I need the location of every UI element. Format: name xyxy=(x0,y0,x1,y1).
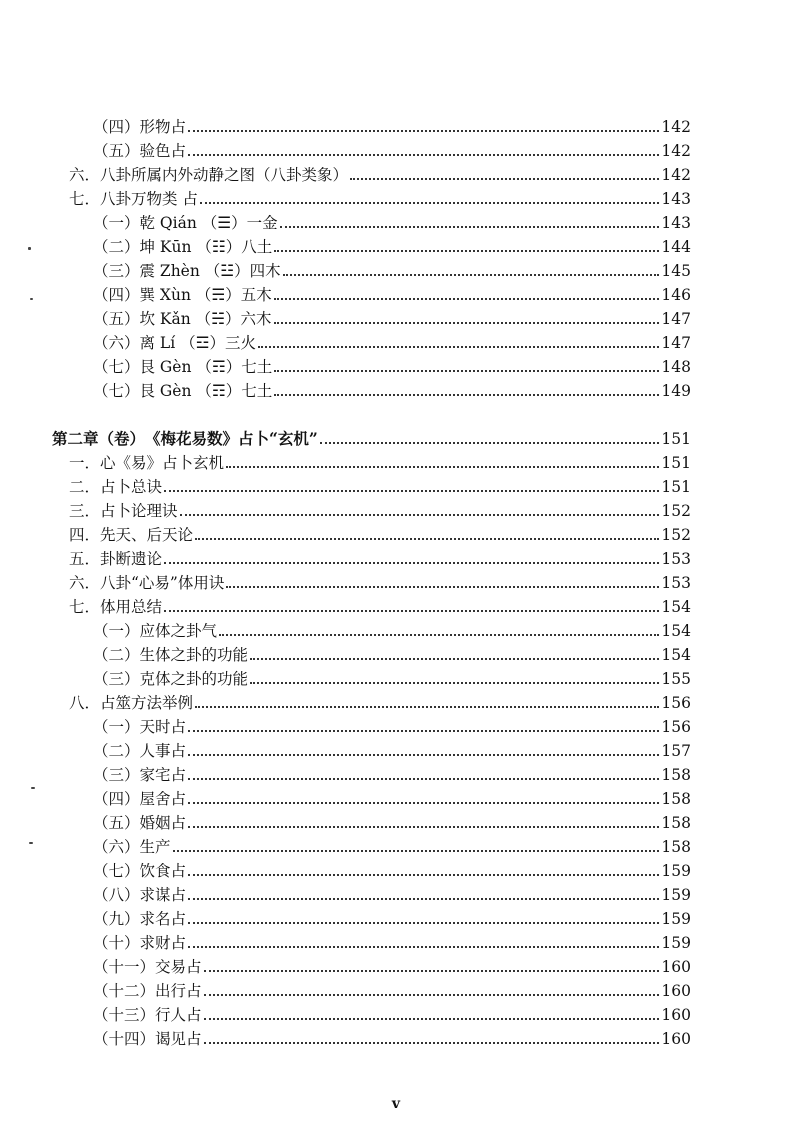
toc-entry-page: 151 xyxy=(661,478,691,496)
toc-entry xyxy=(93,979,691,1001)
toc-entry xyxy=(93,907,691,929)
toc-entry xyxy=(93,211,691,233)
toc-entry xyxy=(93,859,691,881)
toc-entry-title: （十）求财占 xyxy=(93,934,187,952)
toc-entry-title: （七）艮 Gèn （☶）七土 xyxy=(93,382,273,400)
toc-entry xyxy=(93,259,691,281)
toc-entry-title: （十四）谒见占 xyxy=(93,1030,202,1048)
toc-leader-dots xyxy=(164,610,659,612)
toc-entry xyxy=(93,643,691,665)
toc-entry-title: （三）家宅占 xyxy=(93,766,187,784)
toc-entry xyxy=(93,811,691,833)
toc-leader-dots xyxy=(250,658,659,660)
toc-leader-dots xyxy=(188,802,659,804)
toc-entry xyxy=(93,787,691,809)
toc-leader-dots xyxy=(188,826,659,828)
toc-leader-dots xyxy=(219,634,659,636)
toc-entry-page: 151 xyxy=(661,454,691,472)
toc-leader-dots xyxy=(188,130,659,132)
toc-entry-title: （八）求谋占 xyxy=(93,886,187,904)
toc-entry-title: 第二章（卷） 《梅花易数》占卜“玄机” xyxy=(52,429,318,448)
toc-entry xyxy=(69,499,691,521)
scan-speck xyxy=(28,247,31,250)
toc-entry-page: 148 xyxy=(661,358,691,376)
toc-entry xyxy=(69,691,691,713)
toc-entry-title: （二）坤 Kūn （☷）八土 xyxy=(93,238,273,256)
toc-leader-dots xyxy=(283,274,660,276)
toc-entry-title: （四）巽 Xùn （☴）五木 xyxy=(93,286,272,304)
toc-entry xyxy=(93,235,691,257)
toc-entry-page: 143 xyxy=(661,190,691,208)
toc-entry-title: （五）坎 Kǎn （☵）六木 xyxy=(93,310,272,328)
toc-entry-title: （十一）交易占 xyxy=(93,958,202,976)
toc-entry xyxy=(69,595,691,617)
toc-entry-page: 154 xyxy=(661,598,691,616)
toc-leader-dots xyxy=(226,466,659,468)
toc-leader-dots xyxy=(274,250,659,252)
toc-entry-page: 159 xyxy=(661,910,691,928)
toc-entry xyxy=(93,667,691,689)
toc-entry xyxy=(93,115,691,137)
page-number: v xyxy=(391,1096,401,1112)
toc-entry-page: 157 xyxy=(661,742,691,760)
toc-entry-title: （七）艮 Gèn （☶）七土 xyxy=(93,358,273,376)
toc-entry-page: 145 xyxy=(661,262,691,280)
toc-entry-title: （四）形物占 xyxy=(93,118,187,136)
toc-entry-page: 159 xyxy=(661,886,691,904)
toc-entry xyxy=(93,835,691,857)
toc-entry-page: 144 xyxy=(661,238,691,256)
toc-leader-dots xyxy=(250,682,659,684)
toc-entry-title: 六．八卦所属内外动静之图（八卦类象） xyxy=(69,166,349,184)
toc-leader-dots xyxy=(188,922,659,924)
toc-leader-dots xyxy=(320,442,660,444)
toc-entry-title: 七．体用总结 xyxy=(69,598,163,616)
toc-entry xyxy=(93,619,691,641)
toc-entry xyxy=(69,451,691,473)
toc-leader-dots xyxy=(180,514,660,516)
toc-leader-dots xyxy=(274,298,660,300)
toc-entry-page: 158 xyxy=(661,766,691,784)
toc-entry-page: 152 xyxy=(661,526,691,544)
toc-entry-page: 153 xyxy=(661,550,691,568)
toc-entry-title: 六．八卦“心易”体用诀 xyxy=(69,574,225,592)
toc-entry-title: 四．先天、后天论 xyxy=(69,526,194,544)
toc-entry xyxy=(93,715,691,737)
toc-entry xyxy=(93,739,691,761)
toc-entry-title: （二）人事占 xyxy=(93,742,187,760)
toc-entry xyxy=(93,763,691,785)
toc-leader-dots xyxy=(274,370,659,372)
toc-entry xyxy=(69,523,691,545)
toc-leader-dots xyxy=(204,994,660,996)
toc-entry-page: 159 xyxy=(661,862,691,880)
toc-leader-dots xyxy=(274,394,659,396)
toc-leader-dots xyxy=(258,346,659,348)
toc-entry-title: 五．卦断遗论 xyxy=(69,550,163,568)
toc-leader-dots xyxy=(226,586,659,588)
toc-entry xyxy=(93,355,691,377)
toc-entry-page: 156 xyxy=(661,718,691,736)
toc-leader-dots xyxy=(173,850,660,852)
toc-entry-page: 143 xyxy=(661,214,691,232)
toc-entry xyxy=(93,307,691,329)
toc-entry-page: 142 xyxy=(661,118,691,136)
toc-entry xyxy=(69,475,691,497)
toc-leader-dots xyxy=(280,226,660,228)
toc-leader-dots xyxy=(204,1018,660,1020)
toc-entry-page: 146 xyxy=(661,286,691,304)
toc-entry xyxy=(93,283,691,305)
toc-entry-page: 158 xyxy=(661,790,691,808)
toc-entry-title: （七）饮食占 xyxy=(93,862,187,880)
toc-leader-dots xyxy=(188,778,659,780)
toc-entry-page: 156 xyxy=(661,694,691,712)
toc-entry-page: 160 xyxy=(661,958,691,976)
toc-leader-dots xyxy=(204,970,660,972)
toc-entry-title: （九）求名占 xyxy=(93,910,187,928)
toc-entry-title: （四）屋舍占 xyxy=(93,790,187,808)
toc-entry-title: 三．占卜论理诀 xyxy=(69,502,178,520)
toc-entry-page: 159 xyxy=(661,934,691,952)
toc-leader-dots xyxy=(188,898,659,900)
toc-entry xyxy=(93,931,691,953)
toc-entry-page: 147 xyxy=(661,310,691,328)
scan-speck xyxy=(30,298,33,300)
toc-entry-title: 二．占卜总诀 xyxy=(69,478,163,496)
toc-entry-page: 142 xyxy=(661,142,691,160)
toc-entry-page: 160 xyxy=(661,982,691,1000)
toc-entry xyxy=(93,883,691,905)
toc-entry-title: （二）生体之卦的功能 xyxy=(93,646,249,664)
toc-entry-title: （五）婚姻占 xyxy=(93,814,187,832)
toc-entry xyxy=(93,139,691,161)
toc-entry-page: 151 xyxy=(661,430,691,448)
toc-entry-title: （六）离 Lí （☲）三火 xyxy=(93,334,257,352)
toc-entry-page: 154 xyxy=(661,622,691,640)
toc-entry xyxy=(69,163,691,185)
toc-entry xyxy=(69,187,691,209)
toc-entry-title: （十三）行人占 xyxy=(93,1006,202,1024)
toc-leader-dots xyxy=(188,754,659,756)
toc-entry-page: 142 xyxy=(661,166,691,184)
toc-leader-dots xyxy=(200,202,659,204)
toc-leader-dots xyxy=(188,154,659,156)
toc-entry-title: 八．占筮方法举例 xyxy=(69,694,194,712)
toc-entry xyxy=(93,1027,691,1049)
toc-entry-page: 158 xyxy=(661,838,691,856)
toc-leader-dots xyxy=(188,730,659,732)
toc-entry-page: 147 xyxy=(661,334,691,352)
toc-leader-dots xyxy=(188,874,659,876)
toc-entry-title: （三）克体之卦的功能 xyxy=(93,670,249,688)
toc-entry xyxy=(93,955,691,977)
toc-leader-dots xyxy=(188,946,659,948)
toc-entry-page: 154 xyxy=(661,646,691,664)
toc-entry-title: （十二）出行占 xyxy=(93,982,202,1000)
toc-entry-title: 一．心《易》占卜玄机 xyxy=(69,454,225,472)
toc-entry xyxy=(69,547,691,569)
toc-entry-page: 158 xyxy=(661,814,691,832)
toc-entry-page: 152 xyxy=(661,502,691,520)
toc-leader-dots xyxy=(195,538,659,540)
toc-entry-page: 153 xyxy=(661,574,691,592)
toc-entry-title: （一）应体之卦气 xyxy=(93,622,218,640)
toc-entry-title: （一）天时占 xyxy=(93,718,187,736)
toc-leader-dots xyxy=(204,1042,660,1044)
toc-leader-dots xyxy=(350,178,659,180)
scan-speck xyxy=(29,842,33,844)
toc-entry-title: （六）生产 xyxy=(93,838,171,856)
toc-entry-title: （五）验色占 xyxy=(93,142,187,160)
toc-leader-dots xyxy=(164,562,659,564)
toc-leader-dots xyxy=(195,706,659,708)
toc-entry-page: 149 xyxy=(661,382,691,400)
toc-entry-title: 七．八卦万物类 占 xyxy=(69,190,198,208)
toc-entry-title: （一）乾 Qián （☰）一金 xyxy=(93,214,278,232)
toc-leader-dots xyxy=(164,490,659,492)
toc-leader-dots xyxy=(274,322,660,324)
toc-entry xyxy=(93,1003,691,1025)
toc-chapter-entry xyxy=(52,427,691,449)
toc-entry-title: （三）震 Zhèn （☳）四木 xyxy=(93,262,281,280)
toc-entry xyxy=(93,331,691,353)
toc-entry-page: 160 xyxy=(661,1006,691,1024)
toc-entry-page: 160 xyxy=(661,1030,691,1048)
toc-entry xyxy=(69,571,691,593)
toc-entry xyxy=(93,379,691,401)
toc-entry-page: 155 xyxy=(661,670,691,688)
scan-speck xyxy=(31,787,35,789)
